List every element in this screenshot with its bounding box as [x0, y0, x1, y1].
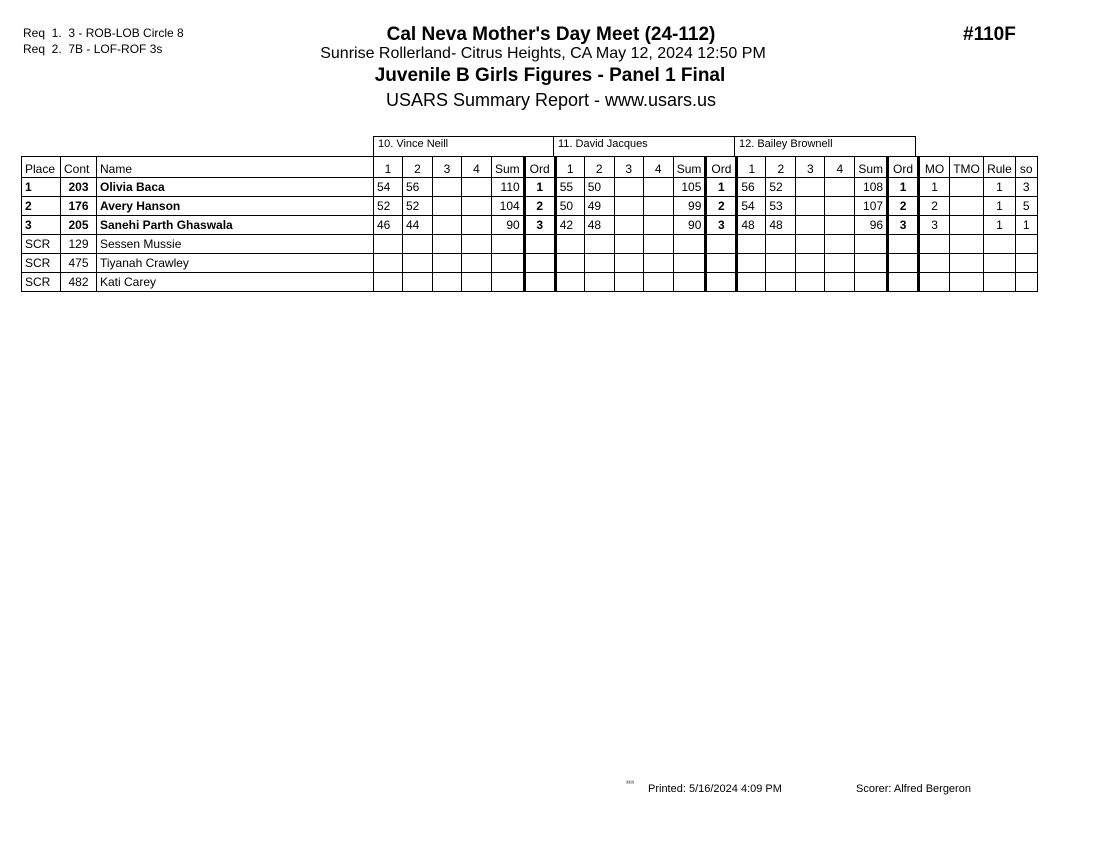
col-j3-ord: Ord	[888, 157, 919, 178]
col-j3-score2: 2	[766, 157, 796, 178]
skater-name: Avery Hanson	[97, 197, 374, 216]
judge-1-score-2: 52	[403, 197, 433, 216]
results-table	[21, 156, 1038, 292]
judge-1-sum: 90	[492, 216, 525, 235]
table-row	[22, 216, 1038, 235]
judge-1-ordinal: 2	[524, 197, 555, 216]
judge-1-score-3	[433, 197, 462, 216]
judge-1-score-1	[374, 254, 403, 273]
judge-2-score-3	[614, 254, 643, 273]
judge-2-score-4	[643, 216, 673, 235]
event-title: Juvenile B Girls Figures - Panel 1 Final	[374, 65, 726, 86]
judge-2-sum	[673, 254, 706, 273]
judge-2-score-4	[643, 178, 673, 197]
judge-1-score-4	[462, 273, 492, 292]
judge-3-ordinal	[888, 235, 919, 254]
cont-cell: 129	[61, 235, 97, 254]
judge-3-score-1: 56	[737, 178, 766, 197]
judge-2-score-1: 50	[555, 197, 584, 216]
judge-1-score-3	[433, 254, 462, 273]
col-place: Place	[22, 157, 61, 178]
col-tmo: TMO	[950, 157, 984, 178]
judge-2-ordinal: 2	[706, 197, 737, 216]
judge-1-score-3	[433, 216, 462, 235]
judge-3-score-1: 48	[737, 216, 766, 235]
col-mo: MO	[919, 157, 950, 178]
mo-cell	[919, 254, 950, 273]
cont-cell: 203	[61, 178, 97, 197]
judge-3-score-2: 52	[766, 178, 796, 197]
venue-line-text: Sunrise Rollerland- Citrus Heights, CA May 12, 2024 12:50 PM	[320, 45, 766, 62]
judge-3-score-3	[796, 197, 825, 216]
judge-3-sum	[855, 235, 888, 254]
skater-name: Olivia Baca	[97, 178, 374, 197]
judge-2-score-4	[643, 197, 673, 216]
judge-3-score-2: 53	[766, 197, 796, 216]
judge-2-ordinal	[706, 254, 737, 273]
judge-1-score-1: 54	[374, 178, 403, 197]
col-cont: Cont	[61, 157, 97, 178]
mo-cell: 2	[919, 197, 950, 216]
cont-cell: 176	[61, 197, 97, 216]
judge-3-score-1	[737, 273, 766, 292]
col-j1-score3: 3	[433, 157, 462, 178]
rule-cell: 1	[984, 197, 1016, 216]
judge-1-score-4	[462, 254, 492, 273]
judge-3-score-1: 54	[737, 197, 766, 216]
judge-2-score-1: 55	[555, 178, 584, 197]
judge-2-sum: 105	[673, 178, 706, 197]
event-number: #110F	[963, 24, 1016, 45]
judge-1-score-4	[462, 178, 492, 197]
so-cell: 1	[1015, 216, 1037, 235]
judge-3-score-3	[796, 178, 825, 197]
col-j1-sum: Sum	[492, 157, 525, 178]
judge-1-score-1	[374, 273, 403, 292]
judge-3-score-1	[737, 235, 766, 254]
mo-cell: 3	[919, 216, 950, 235]
judge-1-score-4	[462, 216, 492, 235]
col-j2-score4: 4	[643, 157, 673, 178]
judge-1-ordinal	[524, 254, 555, 273]
col-j1-score1: 1	[374, 157, 403, 178]
judge-1-sum	[492, 235, 525, 254]
col-j1-ord: Ord	[524, 157, 555, 178]
judge-3-ordinal	[888, 254, 919, 273]
judge-1-sum	[492, 273, 525, 292]
judge-1-score-2	[403, 273, 433, 292]
judge-3-score-4	[825, 254, 855, 273]
table-row	[22, 235, 1038, 254]
so-cell: 3	[1015, 178, 1037, 197]
col-rule: Rule	[984, 157, 1016, 178]
judge-2-score-4	[643, 235, 673, 254]
judge-2-score-2	[584, 235, 614, 254]
judge-3-ordinal: 2	[888, 197, 919, 216]
so-cell: 5	[1015, 197, 1037, 216]
report-code: ³³¹⁶	[626, 781, 635, 787]
judge-2-sum	[673, 235, 706, 254]
tmo-cell	[950, 216, 984, 235]
col-name: Name	[97, 157, 374, 178]
so-cell	[1015, 254, 1037, 273]
venue-line	[0, 45, 1100, 63]
rule-cell: 1	[984, 178, 1016, 197]
tmo-cell	[950, 197, 984, 216]
skater-name: Kati Carey	[97, 273, 374, 292]
judge-2-sum: 99	[673, 197, 706, 216]
judge-3-ordinal	[888, 273, 919, 292]
judge-1-ordinal	[524, 235, 555, 254]
judge-3-score-4	[825, 273, 855, 292]
col-j2-score3: 3	[614, 157, 643, 178]
table-row	[22, 254, 1038, 273]
col-j2-score2: 2	[584, 157, 614, 178]
skater-name: Sanehi Parth Ghaswala	[97, 216, 374, 235]
report-title	[0, 90, 1100, 111]
place-cell: SCR	[22, 254, 61, 273]
judge-3-score-3	[796, 273, 825, 292]
judge-1-score-1	[374, 235, 403, 254]
judge-3-score-2	[766, 254, 796, 273]
judge-2-score-2: 50	[584, 178, 614, 197]
judge-3-score-4	[825, 216, 855, 235]
meet-title	[0, 24, 1100, 46]
mo-cell	[919, 235, 950, 254]
judge-header-3: 12. Bailey Brownell	[734, 136, 916, 156]
judge-2-score-4	[643, 254, 673, 273]
judge-2-score-3	[614, 197, 643, 216]
judge-2-score-1	[555, 235, 584, 254]
judge-2-score-3	[614, 178, 643, 197]
skater-name: Tiyanah Crawley	[97, 254, 374, 273]
table-row	[22, 178, 1038, 197]
place-cell: 2	[22, 197, 61, 216]
judge-3-score-2	[766, 273, 796, 292]
judge-3-score-3	[796, 235, 825, 254]
judge-1-sum	[492, 254, 525, 273]
table-header-row	[22, 157, 1038, 178]
scorer: Scorer: Alfred Bergeron	[856, 783, 971, 795]
judge-1-score-2	[403, 235, 433, 254]
judge-1-sum: 110	[492, 178, 525, 197]
judge-1-ordinal: 3	[524, 216, 555, 235]
rule-cell	[984, 235, 1016, 254]
judge-3-score-3	[796, 216, 825, 235]
report-title-text: USARS Summary Report - www.usars.us	[385, 90, 717, 110]
judge-2-score-2: 48	[584, 216, 614, 235]
table-row	[22, 197, 1038, 216]
judge-2-score-4	[643, 273, 673, 292]
judge-3-score-3	[796, 254, 825, 273]
col-j2-ord: Ord	[706, 157, 737, 178]
col-j2-sum: Sum	[673, 157, 706, 178]
judge-1-score-4	[462, 197, 492, 216]
judge-1-score-3	[433, 178, 462, 197]
judge-3-score-1	[737, 254, 766, 273]
col-j3-score3: 3	[796, 157, 825, 178]
so-cell	[1015, 273, 1037, 292]
tmo-cell	[950, 178, 984, 197]
judge-2-score-3	[614, 273, 643, 292]
judge-1-score-2	[403, 254, 433, 273]
judge-2-score-3	[614, 216, 643, 235]
col-j1-score2: 2	[403, 157, 433, 178]
judge-1-score-3	[433, 273, 462, 292]
col-j3-sum: Sum	[855, 157, 888, 178]
place-cell: SCR	[22, 235, 61, 254]
cont-cell: 482	[61, 273, 97, 292]
judge-3-sum: 107	[855, 197, 888, 216]
judge-3-sum	[855, 254, 888, 273]
judge-1-score-1: 46	[374, 216, 403, 235]
judge-3-sum	[855, 273, 888, 292]
col-j1-score4: 4	[462, 157, 492, 178]
judge-2-score-3	[614, 235, 643, 254]
table-row	[22, 273, 1038, 292]
col-so: so	[1015, 157, 1037, 178]
tmo-cell	[950, 273, 984, 292]
skater-name: Sessen Mussie	[97, 235, 374, 254]
judge-2-sum	[673, 273, 706, 292]
judge-3-score-4	[825, 235, 855, 254]
judge-3-score-2: 48	[766, 216, 796, 235]
col-j2-score1: 1	[555, 157, 584, 178]
rule-cell	[984, 273, 1016, 292]
judge-2-score-1: 42	[555, 216, 584, 235]
judge-3-sum: 96	[855, 216, 888, 235]
tmo-cell	[950, 235, 984, 254]
col-j3-score4: 4	[825, 157, 855, 178]
requirement-2: Req 2. 7B - LOF-ROF 3s	[23, 42, 163, 56]
cont-cell: 475	[61, 254, 97, 273]
judge-2-score-2: 49	[584, 197, 614, 216]
judge-1-score-2: 56	[403, 178, 433, 197]
rule-cell: 1	[984, 216, 1016, 235]
rule-cell	[984, 254, 1016, 273]
judge-1-score-1: 52	[374, 197, 403, 216]
place-cell: 3	[22, 216, 61, 235]
judge-3-score-2	[766, 235, 796, 254]
judge-3-score-4	[825, 197, 855, 216]
judge-header-1: 10. Vince Neill	[373, 136, 554, 156]
mo-cell	[919, 273, 950, 292]
place-cell: 1	[22, 178, 61, 197]
judge-3-ordinal: 3	[888, 216, 919, 235]
place-cell: SCR	[22, 273, 61, 292]
cont-cell: 205	[61, 216, 97, 235]
meet-title-text: Cal Neva Mother's Day Meet (24-112)	[386, 24, 716, 45]
judge-1-score-3	[433, 235, 462, 254]
judge-2-ordinal: 3	[706, 216, 737, 235]
judge-1-sum: 104	[492, 197, 525, 216]
tmo-cell	[950, 254, 984, 273]
judge-2-ordinal	[706, 273, 737, 292]
judge-2-sum: 90	[673, 216, 706, 235]
judge-header-2: 11. David Jacques	[553, 136, 735, 156]
mo-cell: 1	[919, 178, 950, 197]
judge-1-ordinal	[524, 273, 555, 292]
judge-2-ordinal	[706, 235, 737, 254]
judge-1-score-2: 44	[403, 216, 433, 235]
judge-2-ordinal: 1	[706, 178, 737, 197]
so-cell	[1015, 235, 1037, 254]
judge-1-score-4	[462, 235, 492, 254]
judge-2-score-2	[584, 254, 614, 273]
col-j3-score1: 1	[737, 157, 766, 178]
judge-2-score-2	[584, 273, 614, 292]
judge-3-sum: 108	[855, 178, 888, 197]
judge-2-score-1	[555, 254, 584, 273]
printed-date: Printed: 5/16/2024 4:09 PM	[648, 783, 782, 795]
judge-3-ordinal: 1	[888, 178, 919, 197]
requirement-1: Req 1. 3 - ROB-LOB Circle 8	[23, 26, 184, 40]
judge-2-score-1	[555, 273, 584, 292]
judge-3-score-4	[825, 178, 855, 197]
judge-1-ordinal: 1	[524, 178, 555, 197]
